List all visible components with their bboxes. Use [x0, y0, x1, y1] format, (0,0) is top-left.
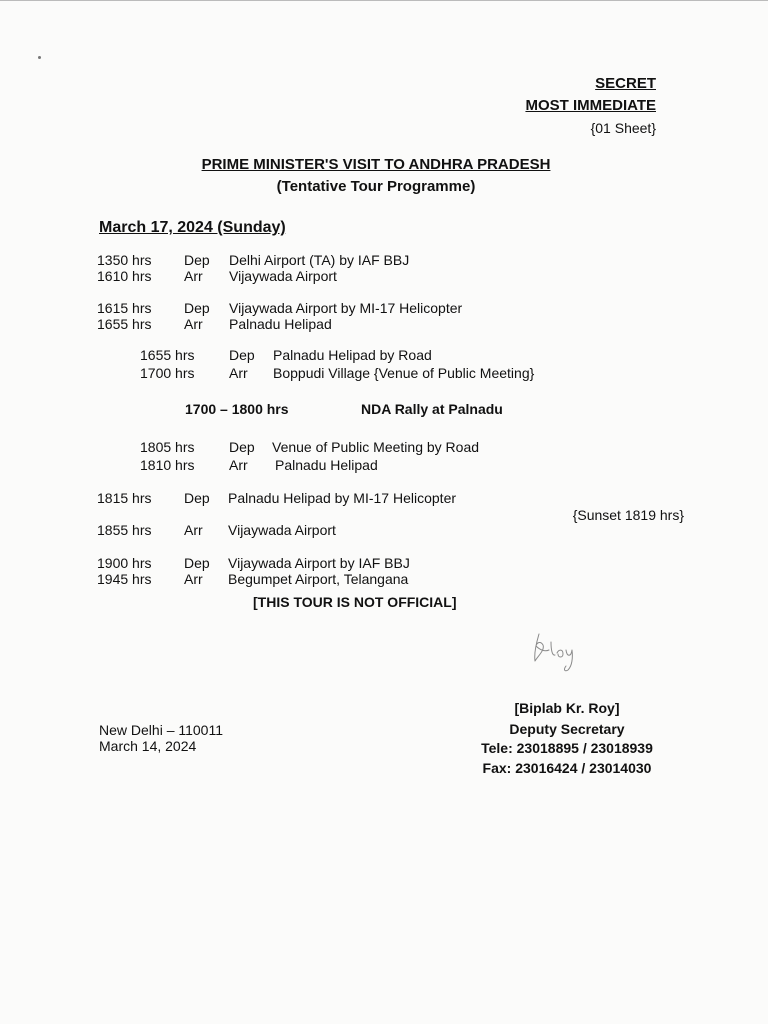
schedule-type: Dep: [229, 347, 255, 363]
signatory-tele: Tele: 23018895 / 23018939: [481, 740, 653, 756]
event-time: 1700 – 1800 hrs: [185, 401, 289, 417]
schedule-type: Arr: [229, 365, 248, 381]
schedule-detail: Begumpet Airport, Telangana: [228, 571, 409, 587]
schedule-type: Dep: [184, 490, 210, 506]
schedule-time: 1655 hrs: [97, 316, 152, 332]
priority-label: MOST IMMEDIATE: [525, 97, 656, 114]
classification-label: SECRET: [595, 75, 656, 92]
disclaimer: [THIS TOUR IS NOT OFFICIAL]: [253, 594, 457, 610]
schedule-time: 1815 hrs: [97, 490, 152, 506]
schedule-type: Arr: [184, 571, 203, 587]
event-name: NDA Rally at Palnadu: [361, 401, 503, 417]
scan-edge-line: [0, 0, 768, 1]
schedule-time: 1945 hrs: [97, 571, 152, 587]
schedule-time: 1350 hrs: [97, 252, 152, 268]
sunset-note: {Sunset 1819 hrs}: [572, 507, 684, 523]
schedule-detail: Palnadu Helipad by Road: [273, 347, 432, 363]
schedule-detail: Venue of Public Meeting by Road: [272, 439, 480, 455]
schedule-detail: Vijaywada Airport by IAF BBJ: [228, 555, 410, 571]
scan-speck: [38, 56, 41, 59]
schedule-type: Dep: [184, 252, 210, 268]
sheet-count: {01 Sheet}: [590, 120, 656, 136]
schedule-detail: Vijaywada Airport by MI-17 Helicopter: [229, 300, 463, 316]
schedule-type: Dep: [184, 555, 210, 571]
schedule-detail: Palnadu Helipad: [275, 457, 378, 473]
signatory-name: [Biplab Kr. Roy]: [514, 700, 620, 716]
handwritten-signature: [530, 628, 580, 674]
schedule-time: 1810 hrs: [140, 457, 195, 473]
schedule-time: 1900 hrs: [97, 555, 152, 571]
document-title: PRIME MINISTER'S VISIT TO ANDHRA PRADESH: [201, 156, 551, 173]
schedule-detail: Vijaywada Airport: [229, 268, 337, 284]
signatory-designation: Deputy Secretary: [509, 721, 625, 737]
place-date: March 14, 2024: [99, 738, 197, 754]
schedule-type: Arr: [229, 457, 248, 473]
schedule-time: 1700 hrs: [140, 365, 195, 381]
schedule-time: 1655 hrs: [140, 347, 195, 363]
schedule-time: 1855 hrs: [97, 522, 152, 538]
place-city: New Delhi – 110011: [99, 722, 224, 738]
schedule-detail: Vijaywada Airport: [228, 522, 336, 538]
date-heading: March 17, 2024 (Sunday): [99, 219, 286, 236]
schedule-detail: Palnadu Helipad by MI-17 Helicopter: [228, 490, 457, 506]
document-subtitle: (Tentative Tour Programme): [276, 178, 476, 195]
schedule-type: Arr: [184, 316, 203, 332]
schedule-time: 1610 hrs: [97, 268, 152, 284]
signatory-fax: Fax: 23016424 / 23014030: [482, 760, 652, 776]
schedule-detail: Boppudi Village {Venue of Public Meeting}: [273, 365, 535, 381]
schedule-detail: Delhi Airport (TA) by IAF BBJ: [229, 252, 410, 268]
schedule-type: Dep: [184, 300, 210, 316]
schedule-type: Arr: [184, 522, 203, 538]
schedule-time: 1615 hrs: [97, 300, 152, 316]
schedule-detail: Palnadu Helipad: [229, 316, 332, 332]
schedule-type: Arr: [184, 268, 203, 284]
schedule-time: 1805 hrs: [140, 439, 195, 455]
schedule-type: Dep: [229, 439, 255, 455]
